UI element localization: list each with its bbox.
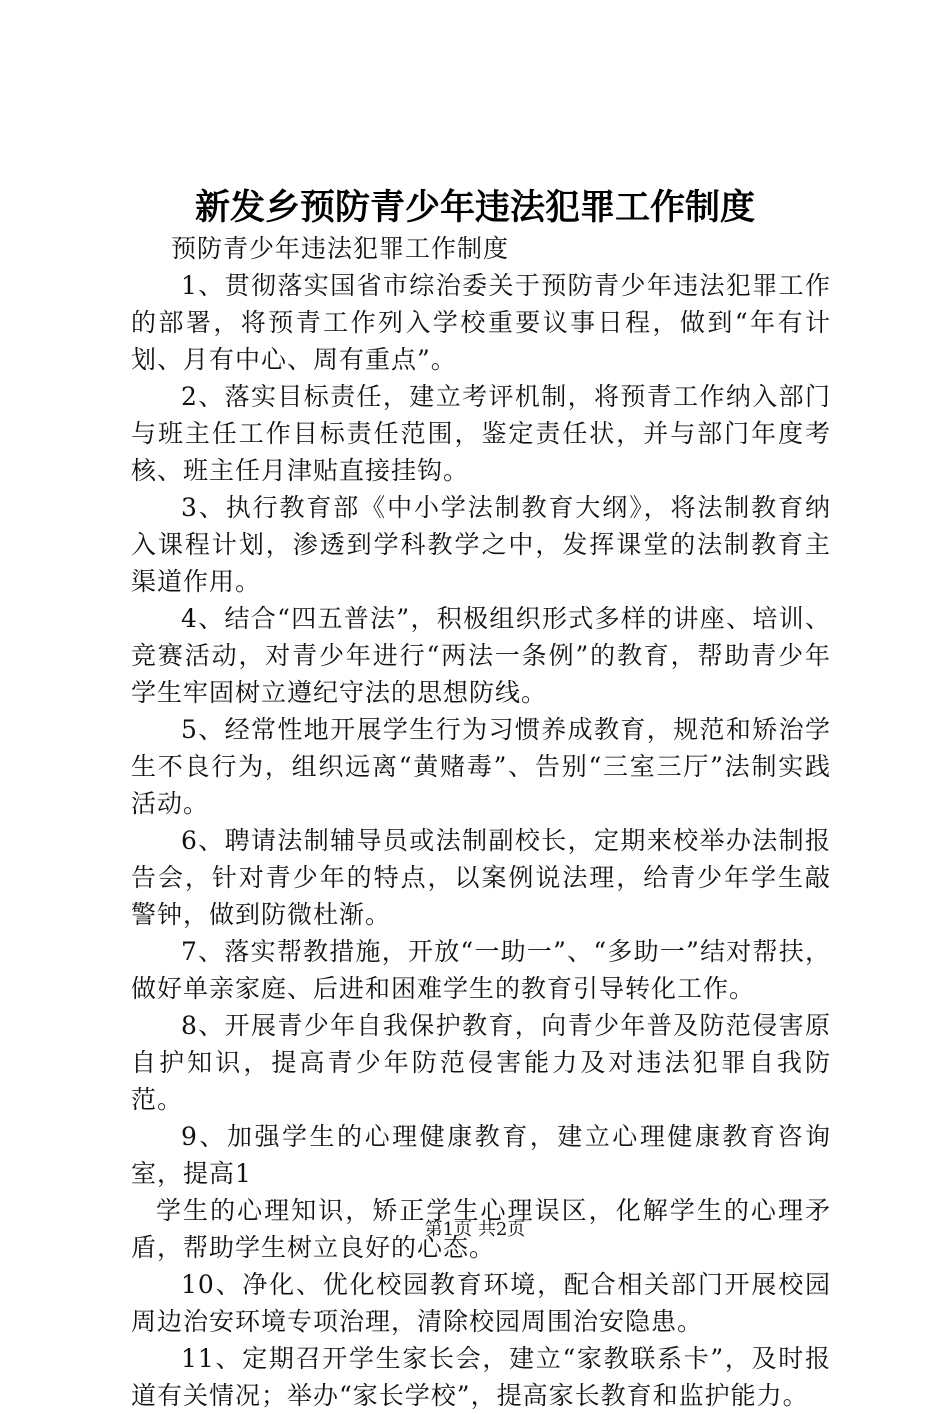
page-number-footer: 第1页 共2页 [424, 1219, 526, 1240]
paragraph-3: 3、执行教育部《中小学法制教育大纲》，将法制教育纳入课程计划，渗透到学科教学之中，发挥课堂的法制教育主渠道作用。 [131, 493, 831, 596]
paragraph-9: 9、加强学生的心理健康教育，建立心理健康教育咨询室，提高1 [131, 1122, 831, 1188]
paragraph-11: 11、定期召开学生家长会，建立“家教联系卡”，及时报道有关情况；举办“家长学校”，提高家长教育和监护能力。 [131, 1344, 831, 1410]
paragraph-5: 5、经常性地开展学生行为习惯养成教育，规范和矫治学生不良行为，组织远离“黄赌毒”、告别“三室三厅”法制实践活动。 [131, 715, 831, 818]
paragraph-2: 2、落实目标责任，建立考评机制，将预青工作纳入部门与班主任工作目标责任范围，鉴定责任状，并与部门年度考核、班主任月津贴直接挂钩。 [131, 382, 831, 485]
paragraph-6: 6、聘请法制辅导员或法制副校长，定期来校举办法制报告会，针对青少年的特点，以案例说法理，给青少年学生敲警钟，做到防微杜渐。 [131, 826, 831, 929]
paragraph-7: 7、落实帮教措施，开放“一助一”、“多助一”结对帮扶，做好单亲家庭、后进和困难学生的教育引导转化工作。 [131, 937, 831, 1003]
paragraph-10: 10、净化、优化校园教育环境，配合相关部门开展校园周边治安环境专项治理，清除校园周围治安隐患。 [131, 1270, 831, 1336]
paragraph-4: 4、结合“四五普法”，积极组织形式多样的讲座、培训、竞赛活动，对青少年进行“两法一条例”的教育，帮助青少年学生牢固树立遵纪守法的思想防线。 [131, 604, 831, 707]
document-subtitle: 预防青少年违法犯罪工作制度 [171, 234, 510, 263]
paragraph-9-continuation: 学生的心理知识，矫正学生心理误区，化解学生的心理矛盾，帮助学生树立良好的心态。 [131, 1196, 831, 1262]
paragraph-8: 8、开展青少年自我保护教育，向青少年普及防范侵害原自护知识，提高青少年防范侵害能力及对违法犯罪自我防范。 [131, 1011, 831, 1114]
paragraph-1: 1、贯彻落实国省市综治委关于预防青少年违法犯罪工作的部署，将预青工作列入学校重要议事日程，做到“年有计划、月有中心、周有重点”。 [131, 271, 831, 374]
document-title: 新发乡预防青少年违法犯罪工作制度 [194, 187, 755, 228]
